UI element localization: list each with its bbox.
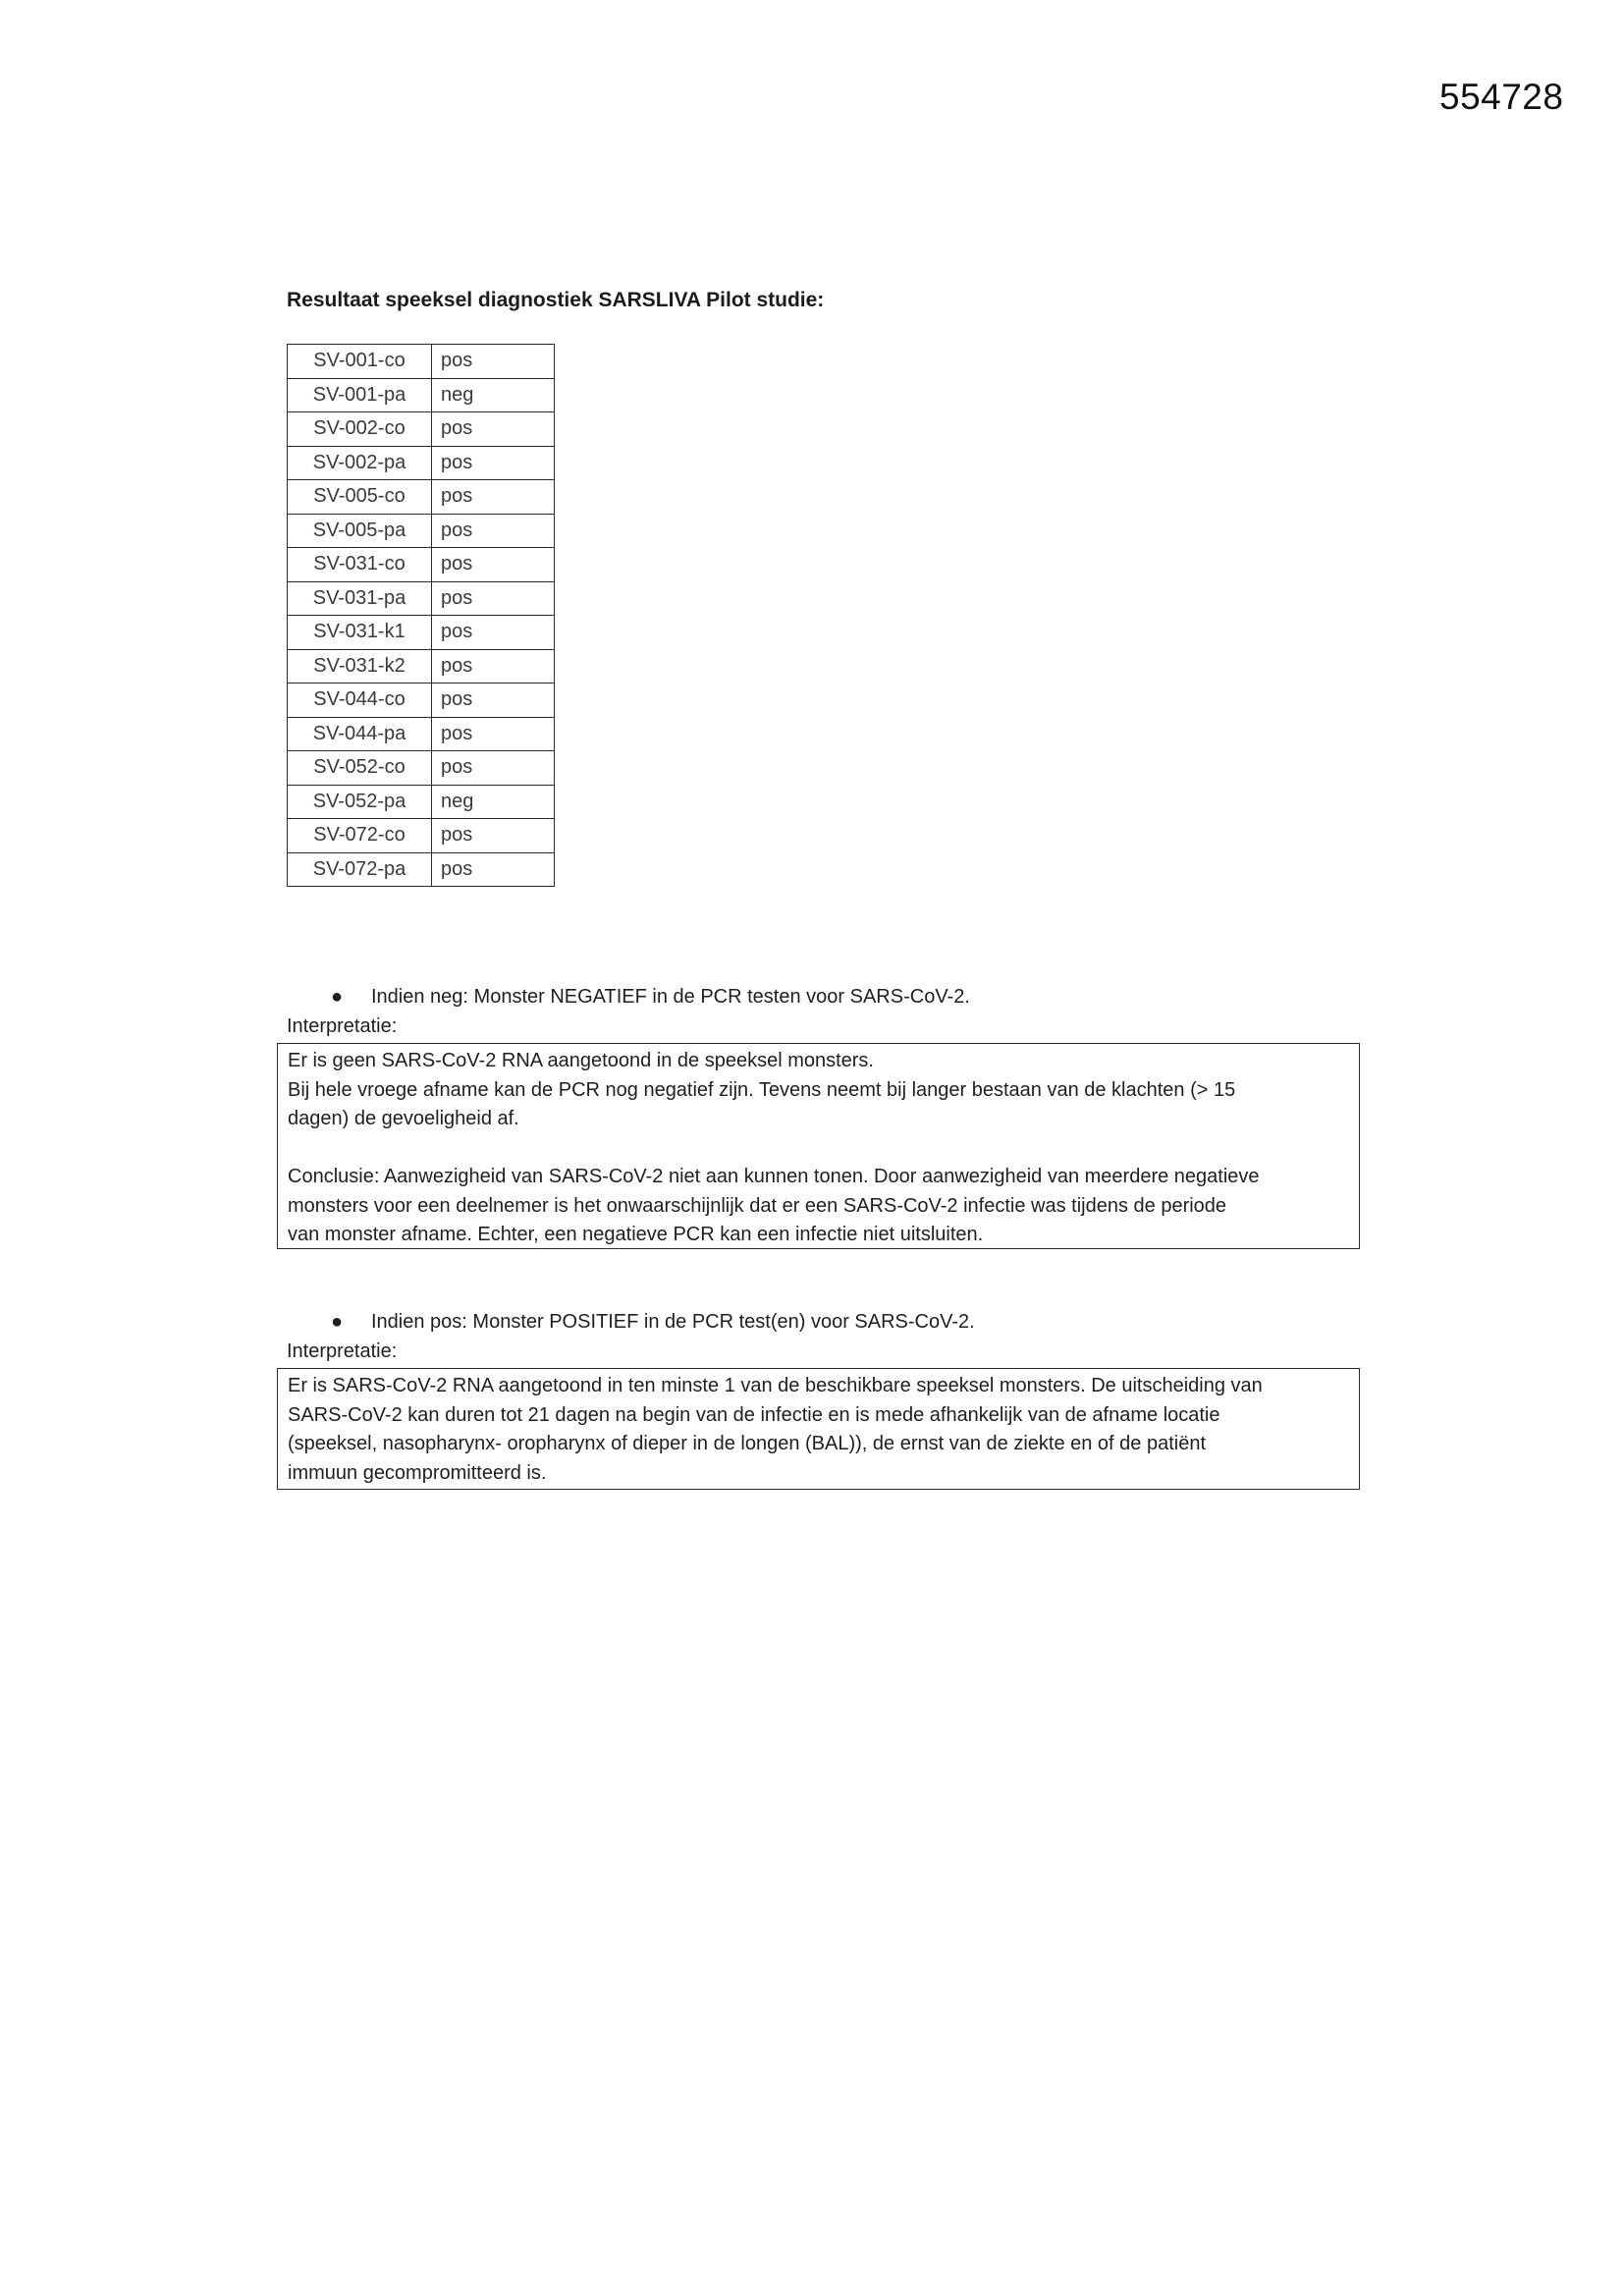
positive-bullet: Indien pos: Monster POSITIEF in de PCR test(en) voor SARS-CoV-2.	[371, 1311, 975, 1333]
sample-code-cell: SV-072-pa	[288, 852, 432, 887]
result-cell: pos	[432, 852, 555, 887]
sample-code-cell: SV-002-co	[288, 412, 432, 447]
negative-bullet: Indien neg: Monster NEGATIEF in de PCR testen voor SARS-CoV-2.	[371, 986, 970, 1008]
sample-code-cell: SV-044-co	[288, 683, 432, 718]
bullet-icon: ●	[331, 986, 344, 1008]
positive-line: (speeksel, nasopharynx- oropharynx of dieper in de longen (BAL)), de ernst van de ziekte en of de patiënt	[288, 1433, 1207, 1454]
positive-interpretation-label: Interpretatie:	[287, 1340, 398, 1362]
negative-conclusion-line: Conclusie: Aanwezigheid van SARS-CoV-2 niet aan kunnen tonen. Door aanwezigheid van meerdere negatieve	[288, 1166, 1260, 1187]
result-cell: pos	[432, 480, 555, 515]
table-row	[288, 345, 555, 379]
table-row	[288, 785, 555, 819]
positive-line: immuun gecompromitteerd is.	[288, 1461, 547, 1484]
table-row	[288, 616, 555, 650]
table-row	[288, 548, 555, 582]
result-cell: pos	[432, 412, 555, 447]
positive-interpretation-box	[277, 1368, 1360, 1490]
document-number: 554728	[1439, 77, 1564, 117]
table-row	[288, 446, 555, 480]
result-cell: pos	[432, 446, 555, 480]
negative-conclusion-line: monsters voor een deelnemer is het onwaarschijnlijk dat er een SARS-CoV-2 infectie was tijdens de periode	[288, 1194, 1227, 1217]
sample-code-cell: SV-031-k2	[288, 649, 432, 683]
sample-code-cell: SV-031-k1	[288, 616, 432, 650]
result-cell: pos	[432, 717, 555, 751]
table-row	[288, 480, 555, 515]
results-table	[287, 344, 555, 887]
table-row	[288, 819, 555, 853]
sample-code-cell: SV-031-co	[288, 548, 432, 582]
sample-code-cell: SV-031-pa	[288, 581, 432, 616]
sample-code-cell: SV-001-co	[288, 345, 432, 379]
table-row	[288, 751, 555, 786]
table-row	[288, 852, 555, 887]
result-cell: pos	[432, 548, 555, 582]
result-cell: pos	[432, 819, 555, 853]
result-cell: pos	[432, 581, 555, 616]
sample-code-cell: SV-002-pa	[288, 446, 432, 480]
result-cell: pos	[432, 345, 555, 379]
negative-line: dagen) de gevoeligheid af.	[288, 1108, 519, 1129]
sample-code-cell: SV-072-co	[288, 819, 432, 853]
page-title: Resultaat speeksel diagnostiek SARSLIVA Pilot studie:	[287, 289, 825, 311]
table-row	[288, 412, 555, 447]
table-row	[288, 649, 555, 683]
table-row	[288, 581, 555, 616]
negative-line: Er is geen SARS-CoV-2 RNA aangetoond in de speeksel monsters.	[288, 1050, 874, 1071]
negative-conclusion-line: van monster afname. Echter, een negatieve PCR kan een infectie niet uitsluiten.	[288, 1224, 984, 1245]
result-cell: pos	[432, 683, 555, 718]
sample-code-cell: SV-001-pa	[288, 378, 432, 412]
table-row	[288, 683, 555, 718]
result-cell: neg	[432, 785, 555, 819]
negative-interpretation-box	[277, 1043, 1360, 1249]
negative-interpretation-label: Interpretatie:	[287, 1015, 398, 1037]
result-cell: pos	[432, 751, 555, 786]
sample-code-cell: SV-005-co	[288, 480, 432, 515]
sample-code-cell: SV-052-co	[288, 751, 432, 786]
sample-code-cell: SV-005-pa	[288, 514, 432, 548]
positive-line: Er is SARS-CoV-2 RNA aangetoond in ten minste 1 van de beschikbare speeksel monsters. De uitscheiding van	[288, 1375, 1263, 1396]
table-row	[288, 378, 555, 412]
result-cell: pos	[432, 649, 555, 683]
bullet-icon: ●	[331, 1311, 344, 1333]
sample-code-cell: SV-044-pa	[288, 717, 432, 751]
result-cell: neg	[432, 378, 555, 412]
table-row	[288, 717, 555, 751]
positive-line: SARS-CoV-2 kan duren tot 21 dagen na begin van de infectie en is mede afhankelijk van de afname locatie	[288, 1403, 1220, 1426]
negative-line: Bij hele vroege afname kan de PCR nog negatief zijn. Tevens neemt bij langer bestaan van de klachten (> 15	[288, 1078, 1236, 1101]
table-row	[288, 514, 555, 548]
result-cell: pos	[432, 616, 555, 650]
result-cell: pos	[432, 514, 555, 548]
sample-code-cell: SV-052-pa	[288, 785, 432, 819]
